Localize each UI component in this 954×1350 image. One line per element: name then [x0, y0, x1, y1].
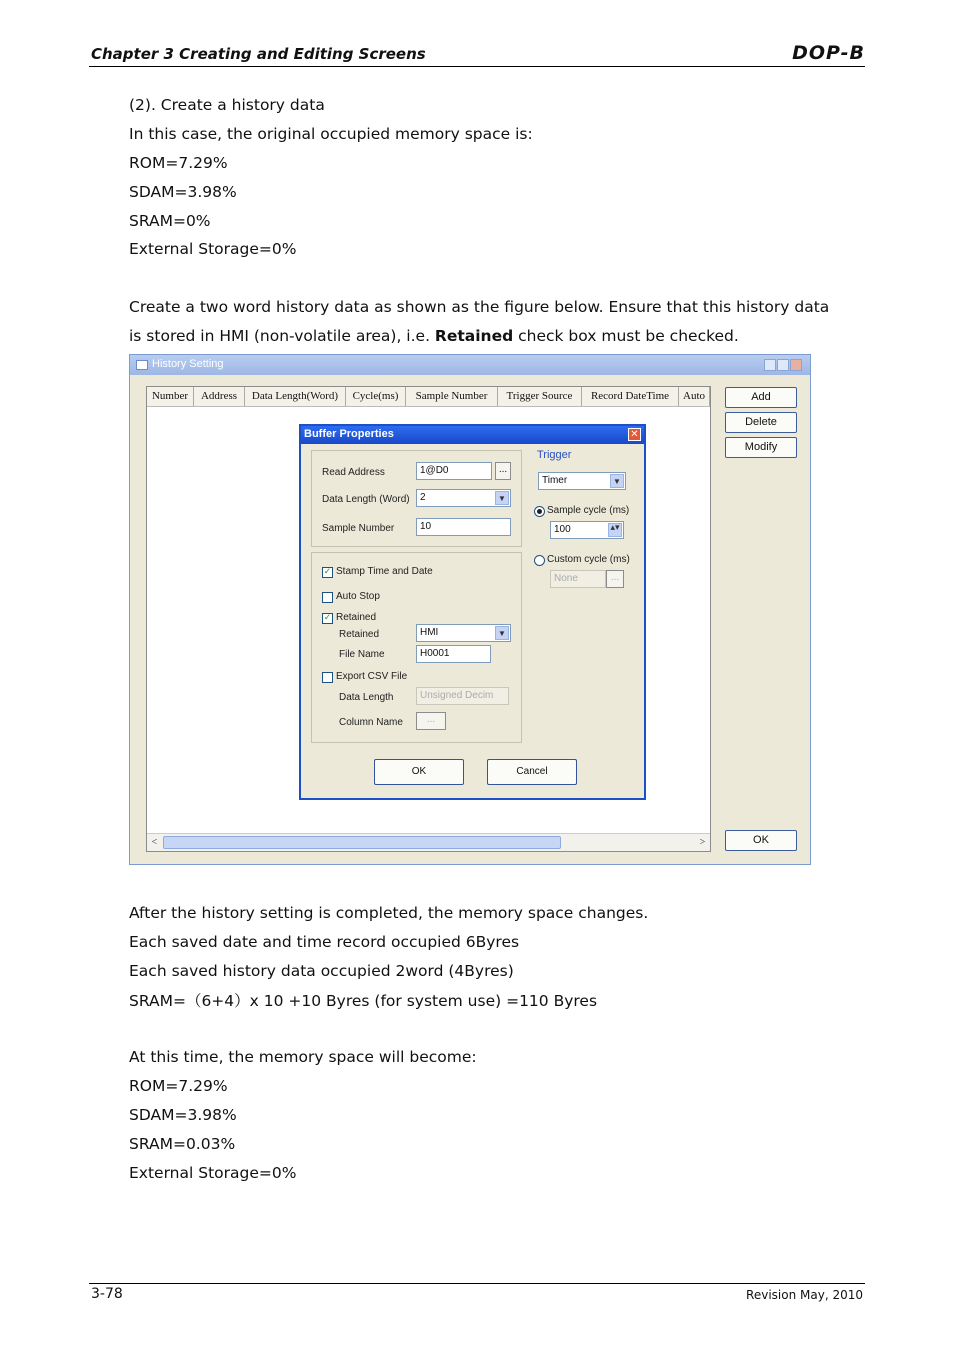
sample-cycle-value: 100 — [554, 524, 571, 535]
auto-stop-checkbox[interactable] — [322, 592, 333, 603]
window-icon — [136, 360, 148, 370]
sample-cycle-radio[interactable] — [534, 506, 545, 517]
sram-calculation: SRAM=（6+4）x 10 +10 Byres (for system use) =110 Byres — [129, 992, 598, 1010]
column-record-datetime[interactable]: Record DateTime — [582, 387, 679, 406]
after-setting-text: After the history setting is completed, the memory space changes. — [129, 904, 649, 922]
export-csv-label: Export CSV File — [336, 671, 408, 682]
buffer-properties-dialog — [299, 424, 646, 800]
retained-checkbox[interactable]: ✓ — [323, 613, 332, 623]
window-controls — [763, 358, 805, 372]
retained-value: HMI — [420, 627, 439, 638]
memory-sram-new: SRAM=0.03% — [129, 1135, 236, 1153]
sample-number-label: Sample Number — [322, 523, 395, 534]
dialog-title-bar — [301, 426, 644, 444]
stamp-label: Stamp Time and Date — [336, 566, 433, 577]
auto-stop-label: Auto Stop — [336, 591, 380, 602]
minimize-icon[interactable] — [764, 359, 776, 371]
chapter-title: Chapter 3 Creating and Editing Screens — [91, 45, 426, 63]
custom-cycle-label: Custom cycle (ms) — [547, 554, 630, 565]
data-length-label: Data Length (Word) — [322, 494, 410, 505]
read-address-label: Read Address — [322, 467, 385, 478]
memory-become-text: At this time, the memory space will become: — [129, 1048, 477, 1066]
memory-sram: SRAM=0% — [129, 212, 211, 230]
column-cycle[interactable]: Cycle(ms) — [346, 387, 406, 406]
column-name-button[interactable]: ... — [416, 712, 446, 730]
modify-button[interactable]: Modify — [725, 437, 797, 458]
history-data-text: Each saved history data occupied 2word (4Byres) — [129, 962, 514, 980]
sample-cycle-label: Sample cycle (ms) — [547, 505, 630, 516]
spin-arrows-icon[interactable]: ▴▾ — [608, 523, 622, 537]
add-button[interactable]: Add — [725, 387, 797, 408]
sample-number-input[interactable]: 10 — [416, 518, 511, 536]
chevron-down-icon[interactable]: ▼ — [610, 474, 624, 488]
csv-data-length-select[interactable]: Unsigned Decim — [416, 687, 509, 705]
list-header — [147, 387, 710, 407]
memory-rom: ROM=7.29% — [129, 154, 228, 172]
column-trigger-source[interactable]: Trigger Source — [498, 387, 582, 406]
cancel-button[interactable]: Cancel — [487, 759, 577, 785]
section-heading: (2). Create a history data — [129, 96, 325, 114]
custom-cycle-browse-button[interactable]: ... — [606, 570, 624, 588]
instruction-text: is stored in HMI (non-volatile area), i.e. — [129, 327, 435, 345]
scrollbar-thumb[interactable] — [163, 836, 561, 849]
custom-cycle-radio[interactable] — [534, 555, 545, 566]
csv-data-length-label: Data Length — [339, 692, 394, 703]
ok-button[interactable]: OK — [374, 759, 464, 785]
brand-logo: DOP-B — [792, 42, 865, 64]
instruction-line-1: Create a two word history data as shown as the figure below. Ensure that this history data — [129, 298, 830, 316]
scroll-right-icon[interactable]: > — [699, 837, 706, 848]
memory-rom-new: ROM=7.29% — [129, 1077, 228, 1095]
chevron-down-icon[interactable]: ▼ — [495, 626, 509, 640]
column-sample-number[interactable]: Sample Number — [406, 387, 498, 406]
file-name-input[interactable]: H0001 — [416, 645, 491, 663]
read-address-browse-button[interactable]: ... — [495, 462, 511, 480]
window-title-bar — [130, 355, 810, 375]
dialog-title: Buffer Properties — [304, 428, 394, 440]
window-title: History Setting — [152, 358, 224, 370]
chevron-down-icon[interactable]: ▼ — [495, 491, 509, 505]
memory-sdam: SDAM=3.98% — [129, 183, 237, 201]
close-icon[interactable] — [790, 359, 802, 371]
instruction-tail: check box must be checked. — [513, 327, 739, 345]
data-length-value: 2 — [420, 492, 426, 503]
trigger-heading: Trigger — [537, 449, 572, 461]
export-csv-checkbox[interactable] — [322, 672, 333, 683]
column-data-length[interactable]: Data Length(Word) — [245, 387, 346, 406]
file-name-label: File Name — [339, 649, 385, 660]
page-number: 3-78 — [91, 1286, 123, 1302]
maximize-icon[interactable] — [777, 359, 789, 371]
intro-text: In this case, the original occupied memory space is: — [129, 125, 533, 143]
read-address-input[interactable]: 1@D0 — [416, 462, 492, 480]
retained-check-label: Retained — [336, 612, 377, 623]
trigger-select[interactable] — [538, 472, 626, 490]
footer-rule — [89, 1283, 865, 1284]
history-setting-window — [129, 354, 811, 865]
retained-label: Retained — [339, 629, 380, 640]
sample-cycle-stepper[interactable] — [550, 521, 624, 539]
retained-select[interactable] — [416, 624, 511, 642]
column-address[interactable]: Address — [194, 387, 245, 406]
dialog-close-icon[interactable]: ✕ — [628, 428, 641, 441]
column-name-label: Column Name — [339, 717, 403, 728]
stamp-checkbox[interactable]: ✓ — [323, 567, 332, 577]
data-length-select[interactable] — [416, 489, 511, 507]
scroll-left-icon[interactable]: < — [151, 837, 158, 848]
window-ok-button[interactable]: OK — [725, 830, 797, 851]
datetime-record-text: Each saved date and time record occupied 6Byres — [129, 933, 520, 951]
delete-button[interactable]: Delete — [725, 412, 797, 433]
revision-date: Revision May, 2010 — [746, 1288, 863, 1302]
column-number[interactable]: Number — [147, 387, 194, 406]
header-rule — [89, 66, 865, 67]
memory-external-new: External Storage=0% — [129, 1164, 297, 1182]
horizontal-scrollbar[interactable] — [147, 833, 710, 851]
memory-external: External Storage=0% — [129, 240, 297, 258]
trigger-value: Timer — [542, 475, 568, 486]
memory-sdam-new: SDAM=3.98% — [129, 1106, 237, 1124]
custom-cycle-input[interactable]: None — [550, 570, 606, 588]
column-auto[interactable]: Auto — [679, 387, 710, 406]
retained-emphasis: Retained — [434, 327, 514, 345]
instruction-line-2 — [129, 327, 739, 345]
